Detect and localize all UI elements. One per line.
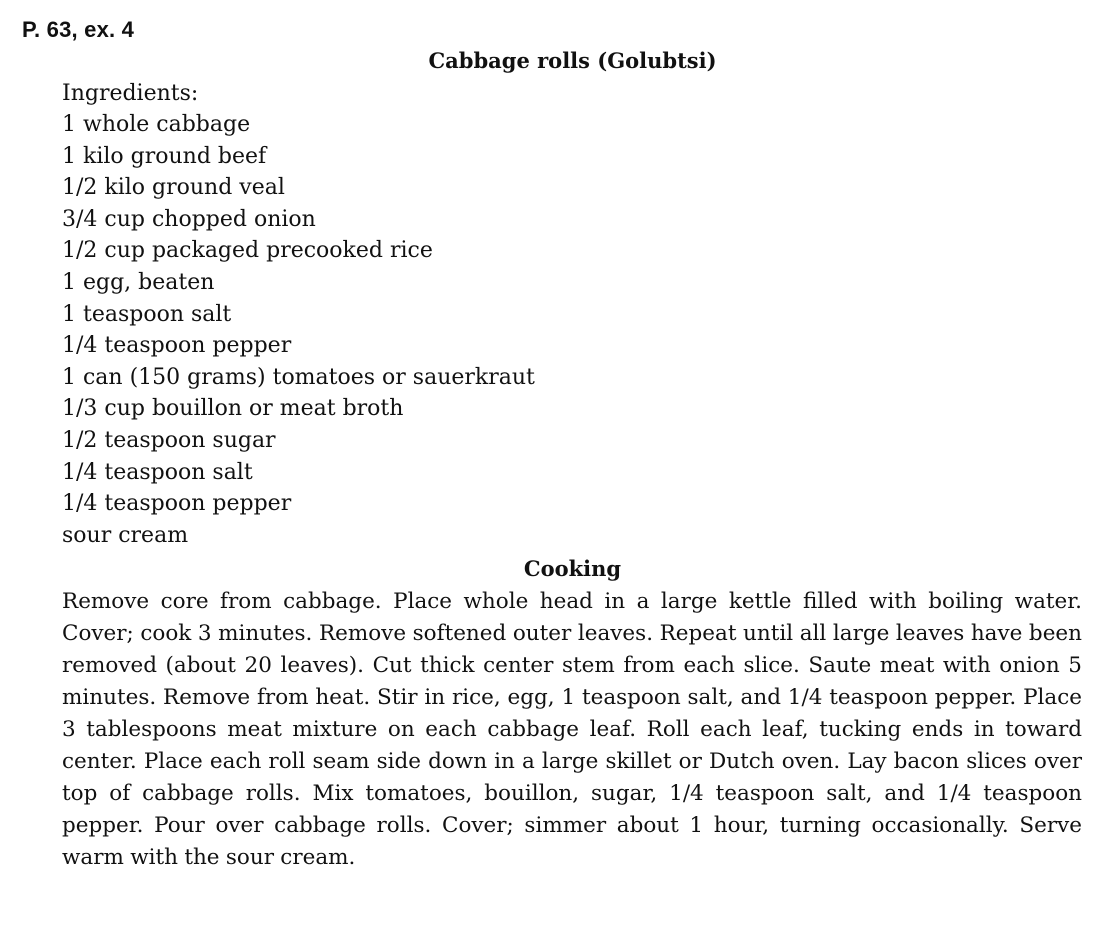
- ingredients-heading: Ingredients:: [62, 81, 199, 106]
- ingredient-item: sour cream: [62, 522, 189, 548]
- ingredient-item: 1/4 teaspoon pepper: [62, 491, 292, 517]
- ingredient-item: 1/2 kilo ground veal: [62, 175, 285, 201]
- ingredient-item: 1/2 cup packaged precooked rice: [62, 238, 433, 264]
- ingredient-item: 1 egg, beaten: [62, 269, 215, 295]
- exercise-reference: P. 63, ex. 4: [22, 17, 135, 42]
- ingredient-item: 1 kilo ground beef: [62, 143, 267, 169]
- recipe-title: Cabbage rolls (Golubtsi): [428, 48, 717, 73]
- ingredient-item: 1/4 teaspoon pepper: [62, 333, 292, 359]
- ingredient-item: 1/3 cup bouillon or meat broth: [62, 396, 404, 422]
- ingredient-item: 1/4 teaspoon salt: [62, 459, 253, 485]
- ingredients-list: [62, 110, 535, 552]
- cooking-heading: Cooking: [523, 556, 622, 581]
- ingredient-item: 3/4 cup chopped onion: [62, 206, 316, 232]
- ingredient-item: 1 can (150 grams) tomatoes or sauerkraut: [62, 364, 535, 390]
- cooking-instructions: Remove core from cabbage. Place whole head in a large kettle filled with boiling water. Cover; cook 3 minutes. Remove softened outer leaves. Repeat until all large leaves have been removed (about 20 leaves). Cut thick center stem from each slice. Saute meat with onion 5 minutes. Remove from heat. Stir in rice, egg, 1 teaspoon salt, and 1/4 teaspoon pepper. Place 3 tablespoons meat mixture on each cabbage leaf. Roll each leaf, tucking ends in toward center. Place each roll seam side down in a large skillet or Dutch oven. Lay bacon slices over top of cabbage rolls. Mix tomatoes, bouillon, sugar, 1/4 teaspoon salt, and 1/4 teaspoon pepper. Pour over cabbage rolls. Cover; simmer about 1 hour, turning occasionally. Serve warm with the sour cream.: [62, 589, 1082, 870]
- ingredient-item: 1 teaspoon salt: [62, 301, 232, 327]
- ingredient-item: 1 whole cabbage: [62, 112, 251, 137]
- ingredient-item: 1/2 teaspoon sugar: [62, 427, 276, 453]
